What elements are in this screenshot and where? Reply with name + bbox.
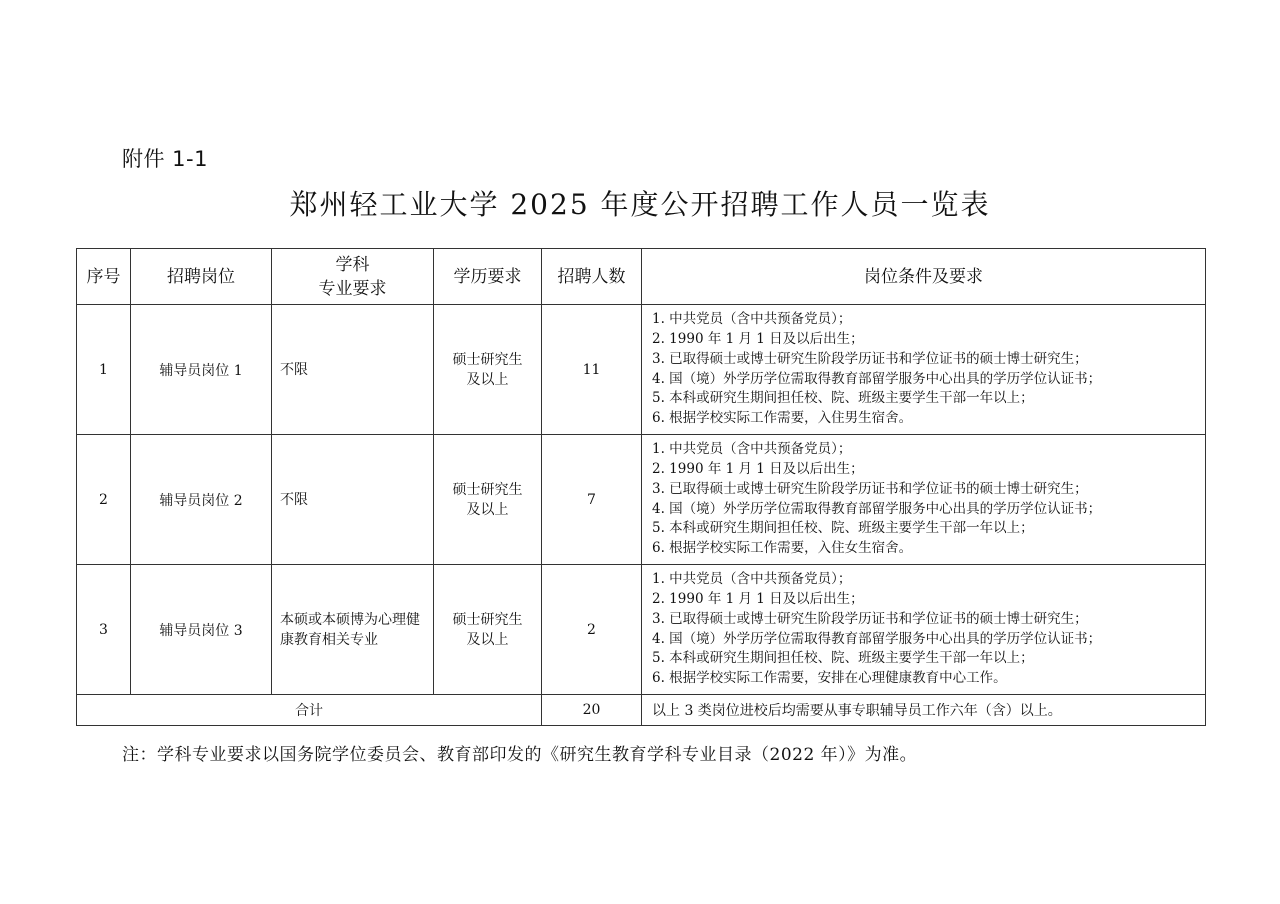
row-education [434,305,542,435]
header-education: 学历要求 [434,249,542,305]
conditions-list [642,570,1205,689]
condition-item: 1. 中共党员（含中共预备党员）； [652,571,852,588]
row-position: 辅导员岗位 2 [131,435,272,565]
condition-item: 5. 本科或研究生期间担任校、院、班级主要学生干部一年以上； [652,390,1034,407]
condition-item: 6. 根据学校实际工作需要，入住女生宿舍。 [652,540,913,557]
condition-item: 3. 已取得硕士或博士研究生阶段学历证书和学位证书的硕士博士研究生； [652,350,1088,367]
row-index: 3 [77,565,131,695]
row-discipline: 不限 [272,435,434,565]
total-row [77,695,1206,726]
row-discipline: 本硕或本硕博为心理健康教育相关专业 [272,565,434,695]
total-count: 20 [542,695,642,726]
page-title: 郑州轻工业大学 2025 年度公开招聘工作人员一览表 [289,188,991,221]
condition-item: 5. 本科或研究生期间担任校、院、班级主要学生干部一年以上； [652,520,1034,537]
row-conditions [642,565,1206,695]
header-count: 招聘人数 [542,249,642,305]
condition-item: 2. 1990 年 1 月 1 日及以后出生； [652,460,864,477]
education-line: 硕士研究生 [452,481,523,498]
table-row [77,565,1206,695]
row-count: 2 [542,565,642,695]
condition-item: 3. 已取得硕士或博士研究生阶段学历证书和学位证书的硕士博士研究生； [652,480,1088,497]
total-label: 合计 [77,695,542,726]
conditions-list [642,440,1205,559]
header-conditions: 岗位条件及要求 [642,249,1206,305]
row-index: 1 [77,305,131,435]
row-position: 辅导员岗位 1 [131,305,272,435]
condition-item: 5. 本科或研究生期间担任校、院、班级主要学生干部一年以上； [652,650,1034,667]
education-line: 及以上 [466,501,509,518]
condition-item: 2. 1990 年 1 月 1 日及以后出生； [652,330,864,347]
footnote: 注：学科专业要求以国务院学位委员会、教育部印发的《研究生教育学科专业目录（2022 年）》为准。 [122,745,918,765]
condition-item: 6. 根据学校实际工作需要，入住男生宿舍。 [652,410,913,427]
row-conditions [642,435,1206,565]
condition-item: 1. 中共党员（含中共预备党员）； [652,311,852,328]
table-row [77,305,1206,435]
education-line: 及以上 [466,631,509,648]
row-position: 辅导员岗位 3 [131,565,272,695]
condition-item: 3. 已取得硕士或博士研究生阶段学历证书和学位证书的硕士博士研究生； [652,610,1088,627]
header-discipline-line2: 专业要求 [318,278,387,299]
education-line: 及以上 [466,371,509,388]
row-count: 11 [542,305,642,435]
recruitment-table [76,248,1206,726]
education-line: 硕士研究生 [452,351,523,368]
row-conditions [642,305,1206,435]
condition-item: 4. 国（境）外学历学位需取得教育部留学服务中心出具的学历学位认证书； [652,630,1102,647]
condition-item: 1. 中共党员（含中共预备党员）； [652,441,852,458]
header-index: 序号 [77,249,131,305]
row-education [434,565,542,695]
header-discipline-line1: 学科 [335,254,370,275]
attachment-label: 附件 1-1 [122,147,208,171]
total-note: 以上 3 类岗位进校后均需要从事专职辅导员工作六年（含）以上。 [642,695,1206,726]
table-header-row [77,249,1206,305]
conditions-list [642,310,1205,429]
row-index: 2 [77,435,131,565]
condition-item: 6. 根据学校实际工作需要，安排在心理健康教育中心工作。 [652,670,1007,687]
header-discipline [272,249,434,305]
condition-item: 2. 1990 年 1 月 1 日及以后出生； [652,590,864,607]
education-line: 硕士研究生 [452,611,523,628]
row-education [434,435,542,565]
row-discipline: 不限 [272,305,434,435]
row-count: 7 [542,435,642,565]
table-row [77,435,1206,565]
condition-item: 4. 国（境）外学历学位需取得教育部留学服务中心出具的学历学位认证书； [652,370,1102,387]
header-position: 招聘岗位 [131,249,272,305]
condition-item: 4. 国（境）外学历学位需取得教育部留学服务中心出具的学历学位认证书； [652,500,1102,517]
